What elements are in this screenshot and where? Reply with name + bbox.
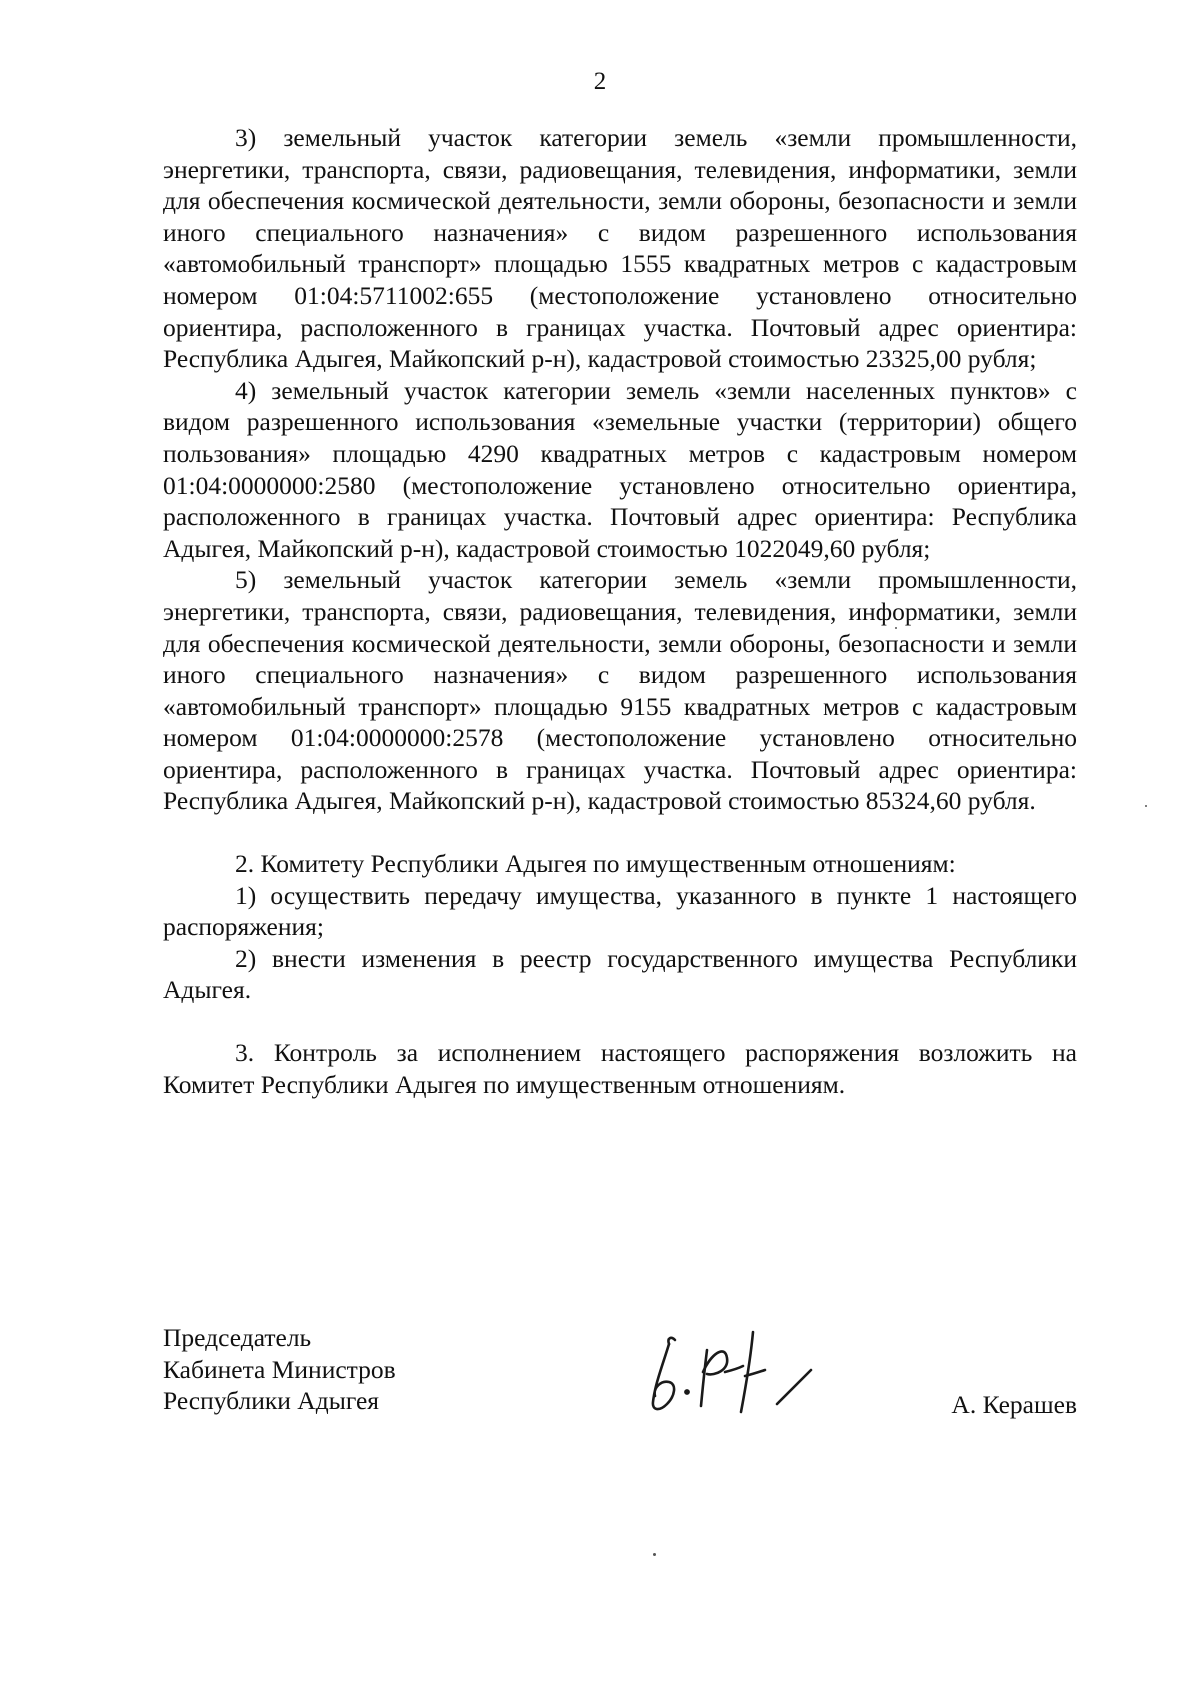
paragraph-item-3: 3) земельный участок категории земель «земли промышленности, энергетики, транспорта, связи, радиовещания, телевидения, информатики, земли для обеспечения космической деятельности, земли обороны, безопасности и земли иного специального назначения» с видом разрешенного использования «автомобильный транспорт» площадью 1555 квадратных метров с кадастровым номером 01:04:5711002:655 (местоположение установлено относительно ориентира, расположенного в границах участка. Почтовый адрес ориентира: Республика Адыгея, Майкопский р-н), кадастровой стоимостью 23325,00 рубля;	[163, 123, 1077, 374]
handwritten-signature	[641, 1314, 821, 1424]
paragraph-gap	[163, 1006, 1077, 1037]
signer-title-line: Кабинета Министров	[163, 1354, 396, 1384]
signature-block	[163, 1322, 1077, 1452]
scan-speck	[1145, 805, 1147, 807]
paragraph-gap	[163, 817, 1077, 848]
scan-speck	[895, 627, 897, 629]
scan-speck	[653, 1553, 656, 1556]
signer-title-line: Председатель	[163, 1323, 312, 1352]
paragraph-item-4: 4) земельный участок категории земель «земли населенных пунктов» с видом разрешенного использования «земельные участки (территории) общего пользования» площадью 4290 квадратных метров с кадастровым номером 01:04:0000000:2580 (местоположение установлено относительно ориентира, расположенного в границах участка. Почтовый адрес ориентира: Республика Адыгея, Майкопский р-н), кадастровой стоимостью 1022049,60 рубля;	[163, 375, 1077, 563]
signer-title-line: Республики Адыгея	[163, 1386, 379, 1416]
paragraph-clause-2: 2. Комитету Республики Адыгея по имущественным отношениям:	[235, 849, 956, 879]
signer-name: А. Керашев	[951, 1390, 1077, 1419]
page-number: 2	[593, 68, 607, 95]
signer-title	[163, 1322, 396, 1417]
paragraph-clause-2-sub-1: 1) осуществить передачу имущества, указанного в пункте 1 настоящего распоряжения;	[163, 880, 1077, 942]
paragraph-item-5: 5) земельный участок категории земель «земли промышленности, энергетики, транспорта, связи, радиовещания, телевидения, информатики, земли для обеспечения космической деятельности, земли обороны, безопасности и земли иного специального назначения» с видом разрешенного использования «автомобильный транспорт» площадью 9155 квадратных метров с кадастровым номером 01:04:0000000:2578 (местоположение установлено относительно ориентира, расположенного в границах участка. Почтовый адрес ориентира: Республика Адыгея, Майкопский р-н), кадастровой стоимостью 85324,60 рубля.	[163, 565, 1077, 816]
paragraph-clause-3: 3. Контроль за исполнением настоящего распоряжения возложить на Комитет Республики Адыгея по имущественным отношениям.	[163, 1038, 1077, 1099]
paragraph-clause-2-sub-2: 2) внести изменения в реестр государственного имущества Республики Адыгея.	[163, 943, 1077, 1005]
document-body	[163, 122, 1077, 1100]
